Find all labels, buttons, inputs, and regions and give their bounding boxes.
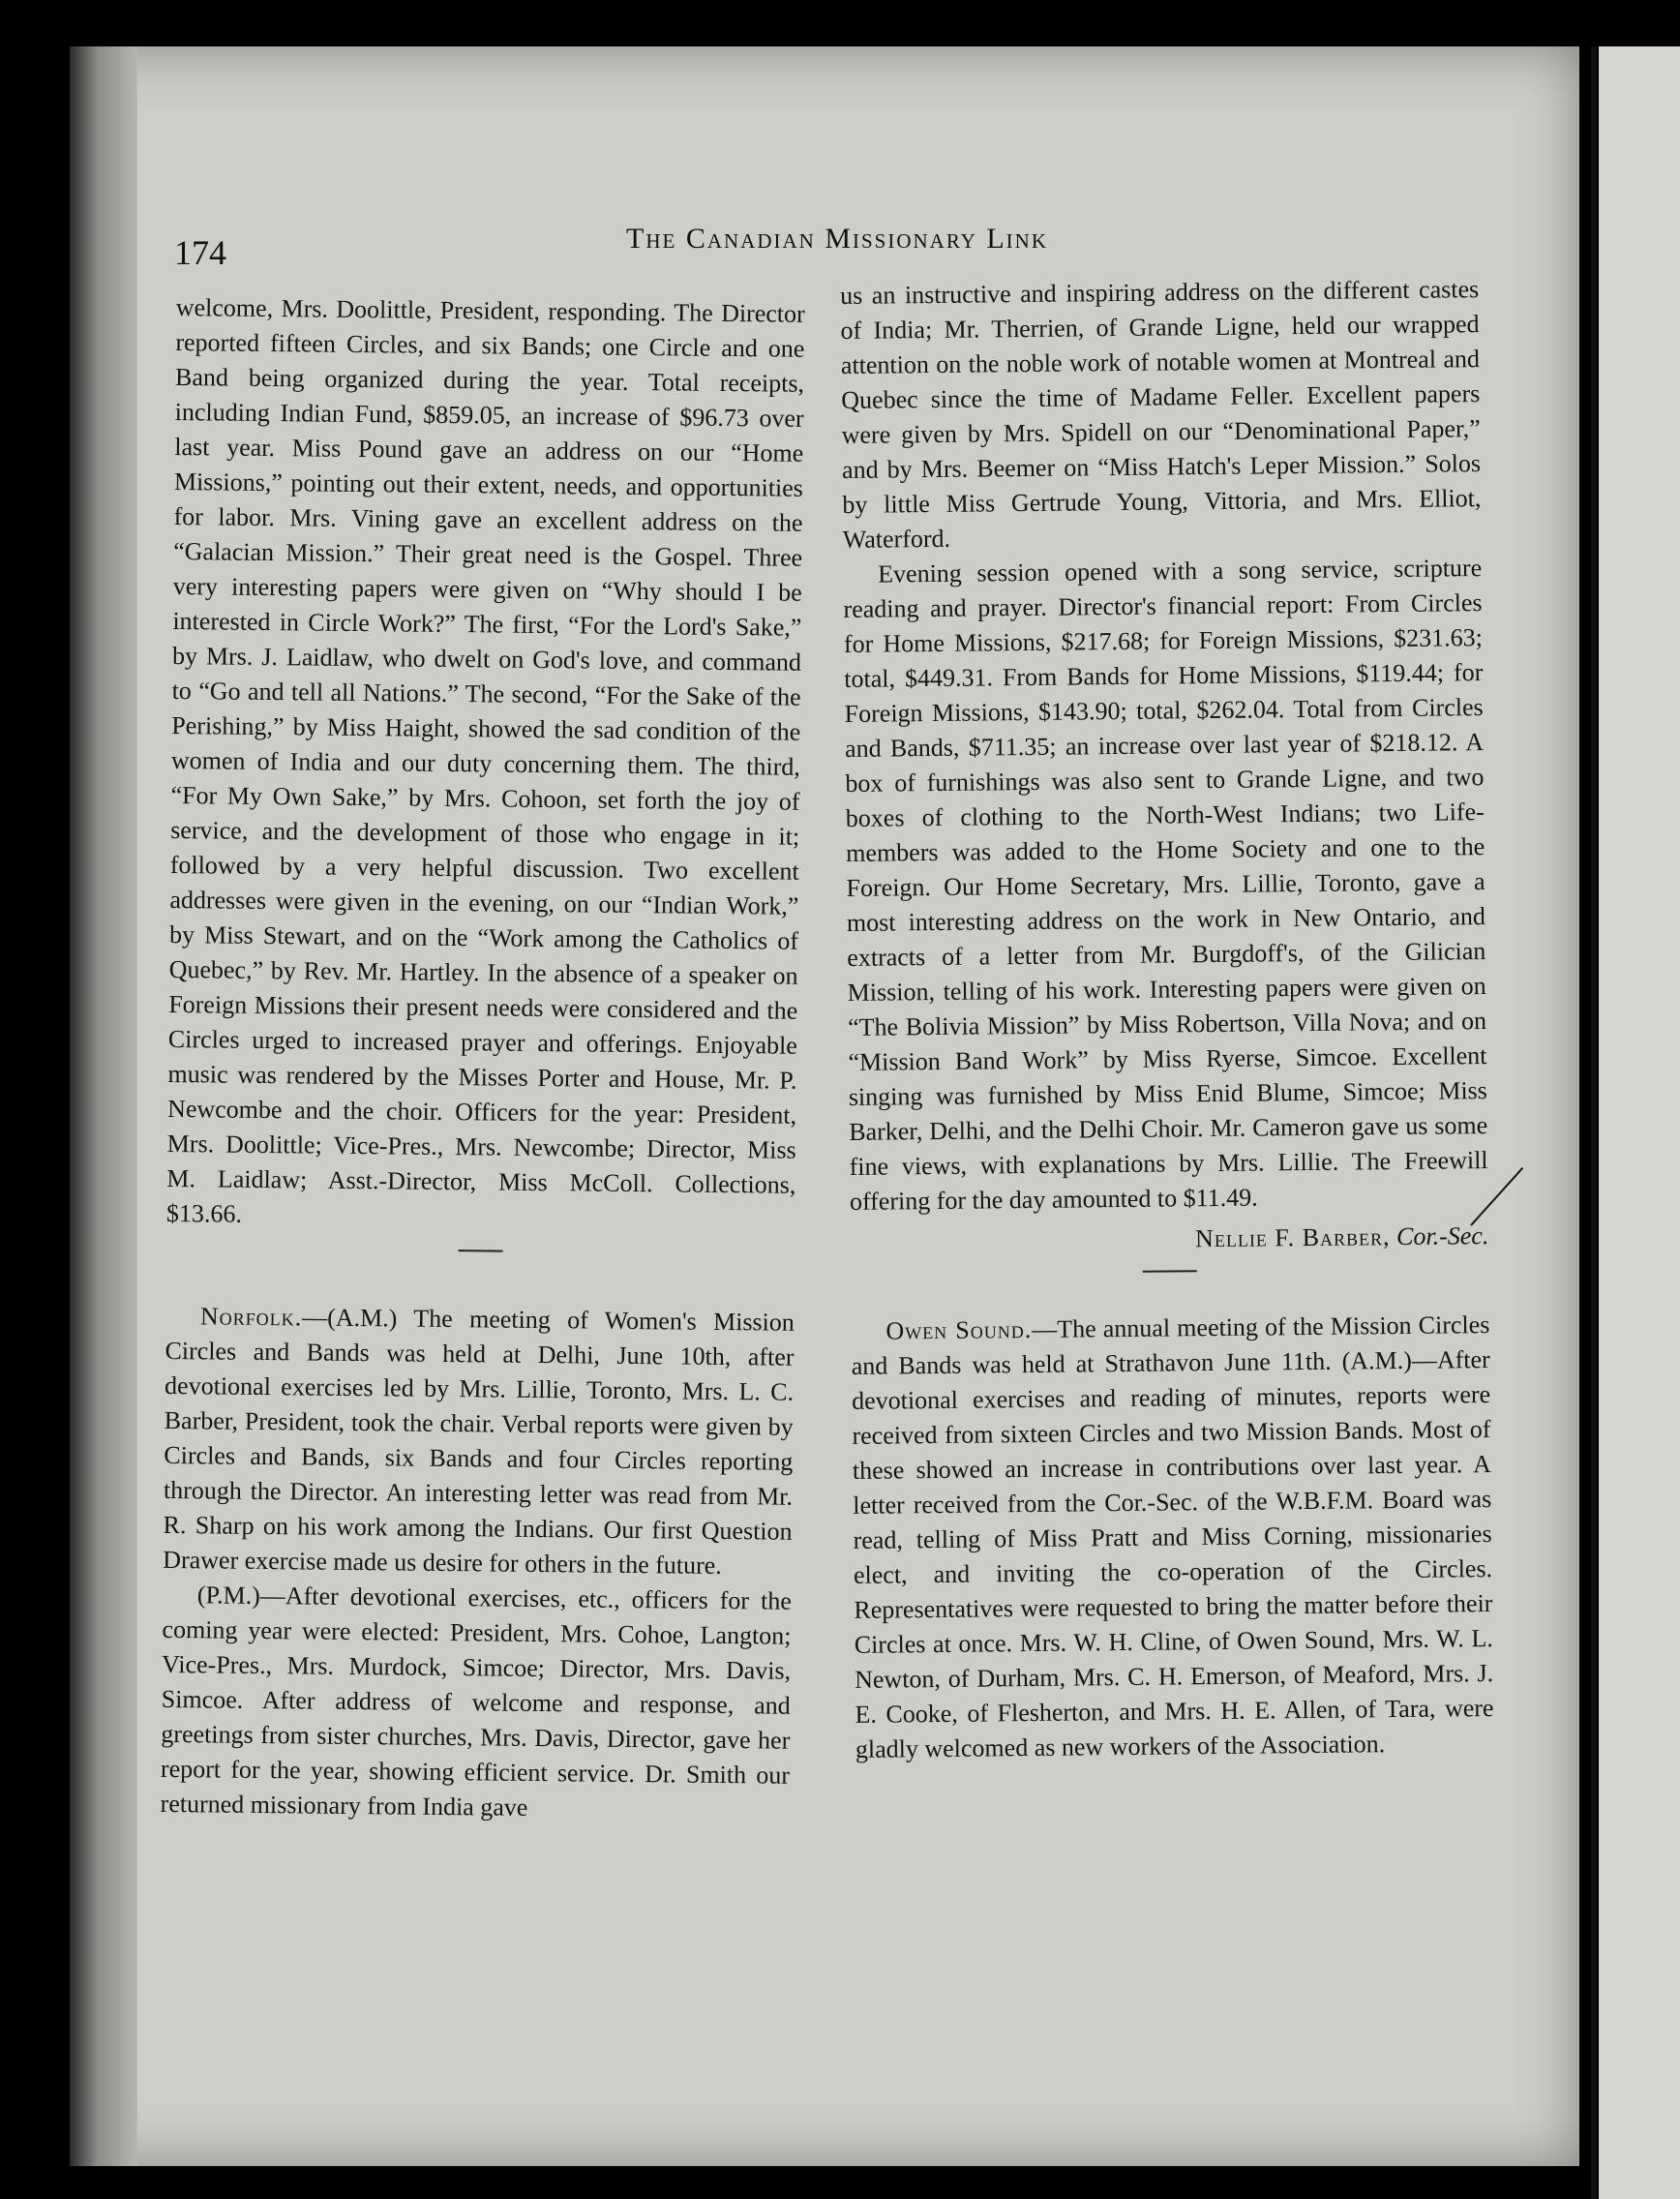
top-border: [0, 0, 1680, 48]
running-head: [174, 211, 1500, 272]
evening-session-paragraph: Evening session opened with a song service, scripture reading and prayer. Director's financial report: From Circles for Home Missions, $217.68; for Foreign Missions, $231.63; total, $449.31. From Bands for Home Missions, $119.44; for Foreign Missions, $143.90; total, $262.04. Total from Circles and Bands, $711.35; an increase over last year of $218.12. A box of furnishings was also sent to Grande Ligne, and two boxes of clothing to the North-West Indians; two Life-members was added to the Home Society and one to the Foreign. Our Home Secretary, Mrs. Lillie, Toronto, gave a most interesting address on the work in New Ontario, and extracts of a letter from Mr. Burgdoff's, of the Gilician Mission, telling of his work. Interesting papers were given on “The Bolivia Mission” by Miss Robertson, Villa Nova; and on “Mission Band Work” by Miss Ryerse, Simcoe. Excellent singing was furnished by Miss Enid Blume, Simcoe; Miss Barker, Delhi, and the Delhi Choir. Mr. Cameron gave us some fine views, with explanations by Mrs. Lillie. The Freewill offering for the day amounted to $11.49.: [843, 554, 1488, 1216]
right-column: [840, 272, 1494, 1767]
page-edge-rule: [1591, 46, 1597, 2199]
signature-name: Nellie F. Barber,: [1194, 1222, 1391, 1253]
book-spine-shadow: [70, 46, 137, 2166]
page-number: 174: [174, 233, 226, 272]
norfolk-report: [163, 1299, 795, 1584]
section-divider: [459, 1250, 503, 1251]
page-edge-strip: [1599, 46, 1680, 2199]
norfolk-paragraph-2: (P.M.)—After devotional exercises, etc., officers for the coming year were elected: President, Mrs. Cohoe, Langton; Vice-Pres., Mrs. Murdock, Simcoe; Director, Mrs. Davis, Simcoe. After address of welcome and response, and greetings from sister churches, Mrs. Davis, Director, gave her report for the year, showing efficient service. Dr. Smith our returned missionary from India gave: [160, 1581, 793, 1822]
signature-title: Cor.-Sec.: [1395, 1221, 1489, 1251]
owen-sound-heading: Owen Sound.: [885, 1314, 1033, 1345]
journal-title: The Canadian Missionary Link: [626, 223, 1048, 255]
signature: [850, 1219, 1488, 1260]
adjacent-page-edge: [1579, 46, 1680, 2199]
continued-paragraph-right: us an instructive and inspiring address on the different castes of India; Mr. Therrien, of Grande Ligne, held our wrapped attention on the noble work of notable women at Montreal and Quebec since the time of Madame Feller. Excellent papers were given by Mrs. Spidell on our “Denominational Paper,” and by Mrs. Beemer on “Miss Hatch's Leper Mission.” Solos by little Miss Gertrude Young, Vittoria, and Mrs. Elliot, Waterford.: [840, 275, 1482, 554]
norfolk-heading: Norfolk.: [199, 1302, 303, 1332]
owen-sound-paragraph: —The annual meeting of the Mission Circles and Bands was held at Strathavon June 11th. (A.M.)—After devotional exercises and reading of minutes, reports were received from sixteen Circles and two Mission Bands. Most of these showed an increase in contributions over last year. A letter received from the Cor.-Sec. of the W.B.F.M. Board was read, telling of Miss Pratt and Miss Corning, missionaries elect, and inviting the co-operation of the Circles. Representatives were requested to bring the matter before their Circles at once. Mrs. W. H. Cline, of Owen Sound, Mrs. W. L. Newton, of Durham, Mrs. C. H. Emerson, of Meaford, Mrs. J. E. Cooke, of Flesherton, and Mrs. H. E. Allen, of Tara, were gladly welcomed as new workers of the Association.: [851, 1310, 1494, 1763]
section-divider-right: [1143, 1270, 1197, 1273]
continued-paragraph: welcome, Mrs. Doolittle, President, responding. The Director reported fifteen Circles, and six Bands; one Circle and one Band being organized during the year. Total receipts, including Indian Fund, $859.05, an increase of $96.73 over last year. Miss Pound gave an address on our “Home Missions,” pointing out their extent, needs, and opportunities for labor. Mrs. Vining gave an excellent address on the “Galacian Mission.” Their great need is the Gospel. Three very interesting papers were given on “Why should I be interested in Circle Work?” The first, “For the Lord's Sake,” by Mrs. J. Laidlaw, who dwelt on God's love, and command to “Go and tell all Nations.” The second, “For the Sake of the Perishing,” by Miss Haight, showed the sad condition of the women of India and our duty concerning them. The third, “For My Own Sake,” by Mrs. Cohoon, set forth the joy of service, and the development of those who engage in it; followed by a very helpful discussion. Two excellent addresses were given in the evening, on our “Indian Work,” by Miss Stewart, and on the “Work among the Catholics of Quebec,” by Rev. Mr. Hartley. In the absence of a speaker on Foreign Missions their present needs were considered and the Circles urged to increased prayer and offerings. Enjoyable music was rendered by the Misses Porter and House, Mr. P. Newcombe and the choir. Officers for the year: President, Mrs. Doolittle; Vice-Pres., Mrs. Newcombe; Director, Miss M. Laidlaw; Asst.-Director, Miss McColl. Collections, $13.66.: [165, 292, 805, 1228]
norfolk-paragraph-1: —(A.M.) The meeting of Women's Mission Circles and Bands was held at Delhi, June 10th, after devotional exercises led by Mrs. Lillie, Toronto, Mrs. L. C. Barber, President, took the chair. Verbal reports were given by Circles and Bands, six Bands and four Circles reporting through the Director. An interesting letter was read from Mr. R. Sharp on his work among the Indians. Our first Question Drawer exercise made us desire for others in the future.: [163, 1303, 795, 1580]
left-column: [160, 290, 805, 1828]
owen-sound-report: [851, 1308, 1494, 1767]
